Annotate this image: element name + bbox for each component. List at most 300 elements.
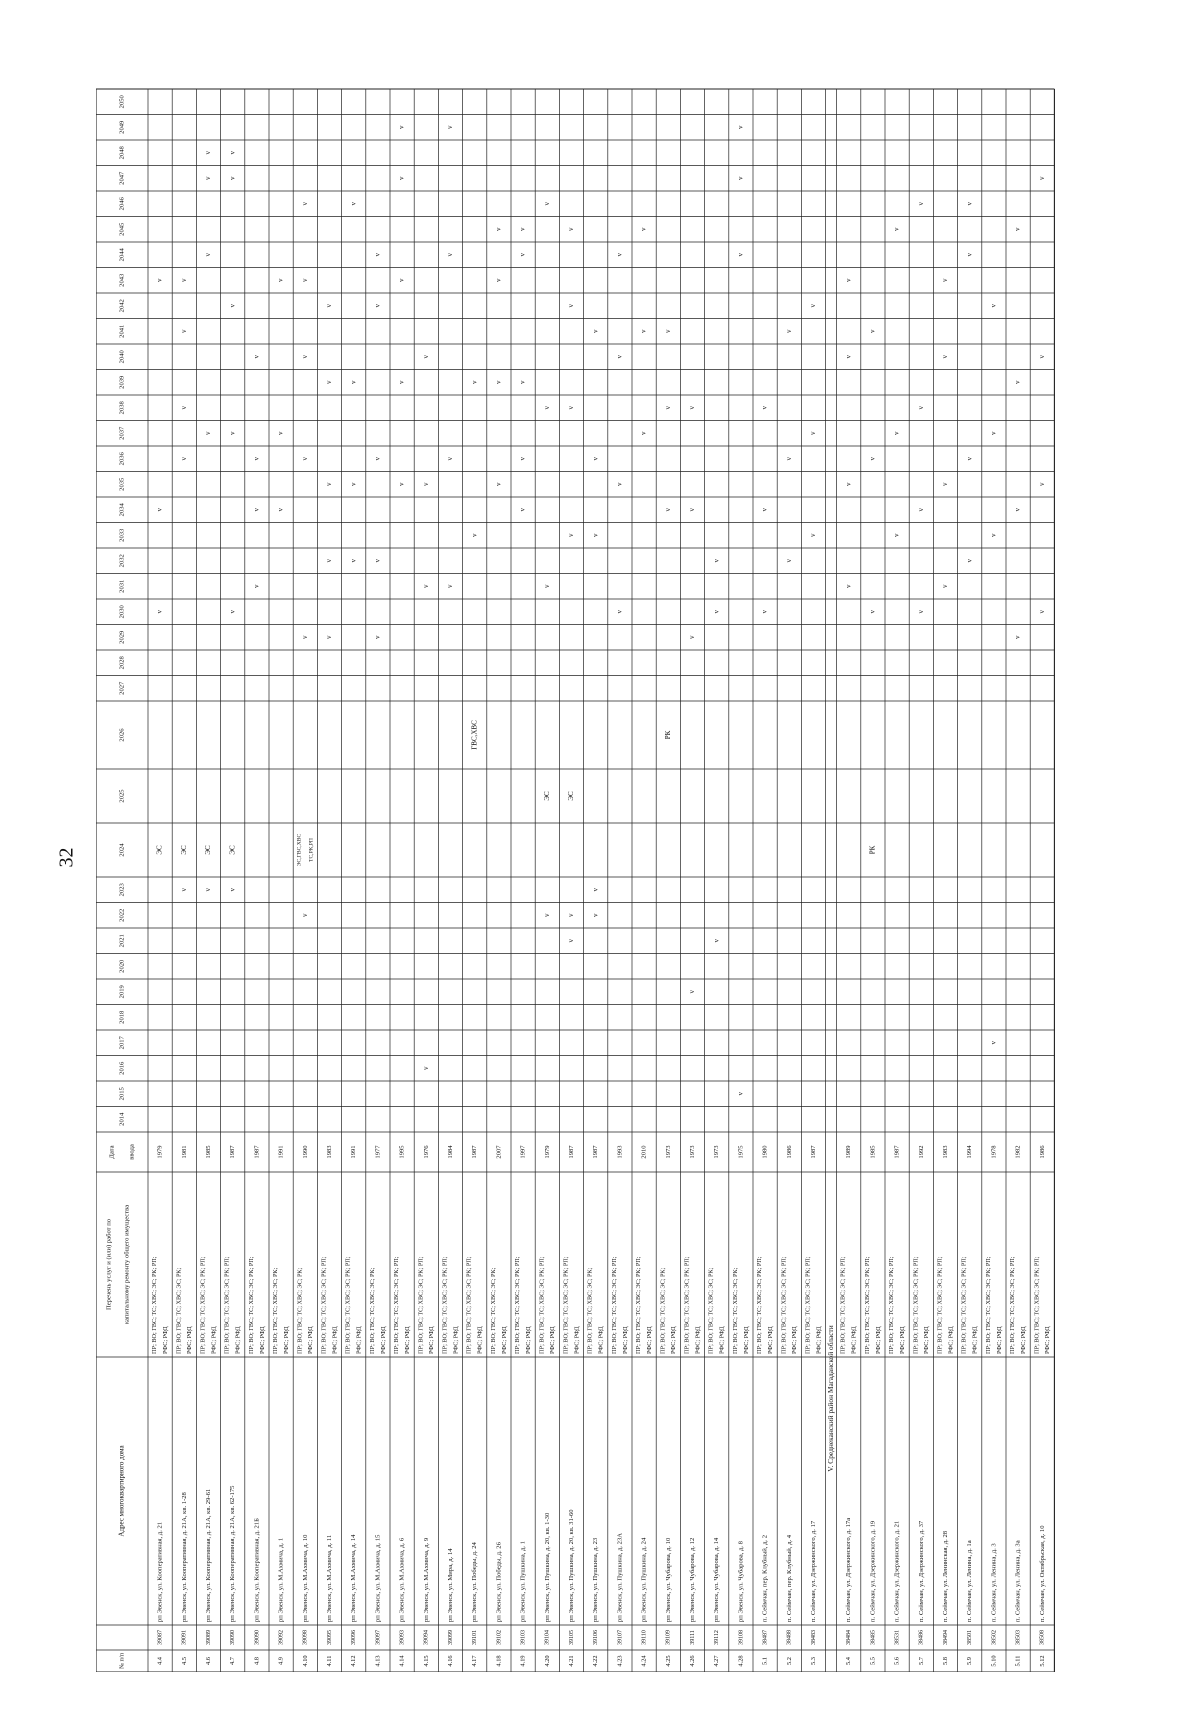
- row-services: ПР; ВО; ГВС; ТС; ХВС; ЭС; РК; РП;: [683, 1256, 691, 1354]
- row-mark: v: [736, 1092, 745, 1096]
- row-year: 1997: [519, 1145, 527, 1159]
- row-code: 39095: [326, 1630, 333, 1645]
- row-mark: v: [349, 559, 358, 563]
- row-services: ПР; ВО; ГВС; ТС; ХВС; ЭС; РК; РП;: [320, 1256, 328, 1354]
- row-year: 1984: [447, 1145, 455, 1159]
- row-services: ПР; ВО; ГВС; ТС; ХВС; ЭС; РК; РП;: [984, 1256, 992, 1354]
- row-address: рп Эвенск, ул. Пушкина, д. 24: [640, 1537, 648, 1622]
- row-num: 5.10: [990, 1655, 998, 1667]
- row-address: рп Эвенск, ул. Мира, д. 14: [447, 1548, 455, 1622]
- row-mark: v: [965, 457, 974, 461]
- row-address: рп Эвенск, ул. М.Ахмича, д. 10: [301, 1534, 309, 1622]
- row-mark: v: [916, 610, 925, 614]
- row-code: 39099: [447, 1630, 454, 1645]
- row-services: ПР; ВО; ГВС; ТС; ХВС; ЭС; РК; РП;: [610, 1256, 618, 1354]
- row-mark: v: [712, 939, 721, 943]
- row-mark: v: [844, 584, 853, 588]
- header-year-2049: 2049: [118, 120, 126, 134]
- row-services: РФС; РФД: [1019, 1326, 1027, 1354]
- row-work-cell: РК: [868, 845, 877, 855]
- row-mark: v: [989, 1041, 998, 1045]
- row-mark: v: [916, 202, 925, 206]
- row-services: ПР; ВО; ГВС; ТС; ХВС; ЭС; РК; РП;: [936, 1256, 944, 1354]
- header-year-2016: 2016: [118, 1061, 126, 1075]
- row-services: ПР; ВО; ГВС; ТС; ХВС; ЭС; РК;: [296, 1267, 304, 1354]
- row-year: 1980: [761, 1145, 769, 1159]
- row-mark: v: [276, 431, 285, 435]
- row-mark: v: [155, 278, 164, 282]
- row-year: 1986: [785, 1145, 793, 1159]
- row-address: рп Эвенск, ул. М.Ахмича, д. 6: [398, 1537, 406, 1622]
- row-mark: v: [639, 431, 648, 435]
- row-services: ПР; ВО; ГВС; ТС; ХВС; ЭС; РК; РП;: [756, 1256, 764, 1354]
- row-services: ПР; ВО; ГВС; ТС; ХВС; ЭС; РК; РП;: [888, 1256, 896, 1354]
- row-mark: v: [760, 508, 769, 512]
- row-mark: v: [325, 559, 334, 563]
- row-mark: v: [325, 304, 334, 308]
- row-mark: v: [591, 457, 600, 461]
- row-code: 39092: [278, 1630, 285, 1645]
- row-mark: v: [228, 610, 237, 614]
- row-mark: v: [615, 482, 624, 486]
- row-mark: v: [1013, 227, 1022, 231]
- row-address: рп Эвенск, ул. Кооперативная, д. 21: [156, 1521, 164, 1622]
- row-year: 1985: [205, 1145, 213, 1159]
- row-year: 1987: [229, 1145, 237, 1159]
- row-mark: v: [965, 202, 974, 206]
- row-work-cell: РК: [663, 730, 672, 740]
- row-mark: v: [373, 635, 382, 639]
- header-year-2045: 2045: [118, 222, 126, 236]
- row-work-cell: ЭС: [204, 845, 213, 855]
- row-code: 38488: [786, 1630, 793, 1645]
- header-services: Перечень услуг и (или) работ по: [105, 1218, 113, 1311]
- row-services: ПР; ВО; ГВС; ТС; ХВС; ЭС; РК;: [175, 1267, 183, 1354]
- row-address: п. Сеймчан, ул. Октябрьская, д. 10: [1038, 1525, 1046, 1622]
- row-code: 38494: [942, 1630, 949, 1645]
- row-mark: v: [989, 304, 998, 308]
- row-year: 1993: [616, 1145, 624, 1159]
- header-year-2022: 2022: [118, 908, 126, 922]
- row-num: 4.13: [374, 1655, 382, 1667]
- row-address: рп Эвенск, ул. Чубарова, д. 8: [737, 1541, 745, 1622]
- row-code: 39111: [689, 1630, 696, 1645]
- row-address: п. Сеймчан, ул. Дзержинского, д. 37: [917, 1520, 925, 1622]
- row-address: рп Эвенск, ул. Пушкина, д. 1: [519, 1541, 527, 1622]
- row-services: РФС; РФД: [500, 1326, 508, 1354]
- row-mark: v: [179, 888, 188, 892]
- row-mark: v: [446, 253, 455, 257]
- row-address: п. Сеймчан, ул. Дзержинского, д. 21: [893, 1520, 901, 1622]
- row-num: 4.20: [543, 1655, 551, 1667]
- row-year: 1987: [592, 1145, 600, 1159]
- row-num: 5.3: [809, 1657, 817, 1665]
- row-mark: v: [204, 253, 213, 257]
- row-mark: v: [1013, 508, 1022, 512]
- row-services: РФС; РФД: [161, 1326, 169, 1354]
- header-year-2035: 2035: [118, 477, 126, 491]
- row-services: РФС; РФД: [379, 1326, 387, 1354]
- row-mark: v: [228, 304, 237, 308]
- row-code: 39107: [617, 1630, 624, 1645]
- row-num: 4.24: [640, 1655, 648, 1667]
- row-code: 39112: [714, 1630, 721, 1645]
- row-mark: v: [397, 278, 406, 282]
- row-mark: v: [688, 508, 697, 512]
- row-num: 4.15: [422, 1655, 430, 1667]
- row-address: рп Эвенск, ул. М.Ахмича, д. 15: [374, 1534, 382, 1622]
- row-mark: v: [179, 457, 188, 461]
- row-mark: v: [784, 329, 793, 333]
- row-year: 1973: [713, 1145, 721, 1159]
- row-num: 4.9: [277, 1657, 285, 1665]
- row-services: РФС; РФД: [742, 1326, 750, 1354]
- row-address: п. Сеймчан, ул. Дзержинского, д. 19: [869, 1520, 877, 1622]
- row-num: 4.27: [713, 1655, 721, 1667]
- row-address: п. Сеймчан, пер. Клубный, д. 2: [761, 1534, 769, 1622]
- row-mark: v: [916, 508, 925, 512]
- header-year-2015: 2015: [118, 1087, 126, 1101]
- header-year-2038: 2038: [118, 401, 126, 415]
- header-year-2036: 2036: [118, 452, 126, 466]
- row-mark: v: [518, 227, 527, 231]
- row-mark: v: [179, 278, 188, 282]
- row-services: ПР; ВО; ГВС; ТС; ХВС; ЭС; РК;: [731, 1267, 739, 1354]
- row-mark: v: [688, 990, 697, 994]
- row-mark: v: [228, 151, 237, 155]
- row-num: 4.18: [495, 1655, 503, 1667]
- row-mark: v: [809, 533, 818, 537]
- row-mark: v: [204, 431, 213, 435]
- row-services: РФС; РФД: [597, 1326, 605, 1354]
- row-mark: v: [373, 457, 382, 461]
- row-services: РФС; РФД: [766, 1326, 774, 1354]
- header-year-2019: 2019: [118, 985, 126, 999]
- row-code: 38501: [967, 1630, 974, 1645]
- row-mark: v: [941, 482, 950, 486]
- row-year: 1986: [1038, 1145, 1046, 1159]
- row-work-cell: ЭС: [155, 845, 164, 855]
- row-work-cell: ЭС,ГВС,ХВС: [296, 833, 303, 867]
- row-mark: v: [1013, 380, 1022, 384]
- row-num: 4.8: [253, 1657, 261, 1665]
- row-mark: v: [252, 457, 261, 461]
- row-services: ПР; ВО; ГВС; ТС; ХВС; ЭС; РК; РП;: [635, 1256, 643, 1354]
- row-mark: v: [1037, 176, 1046, 180]
- row-year: 1994: [966, 1145, 974, 1159]
- header-year-2017: 2017: [118, 1036, 126, 1050]
- row-mark: v: [868, 457, 877, 461]
- header-year-2027: 2027: [118, 681, 126, 695]
- row-year: 1982: [1014, 1145, 1022, 1159]
- header-year-2043: 2043: [118, 273, 126, 287]
- row-mark: v: [567, 406, 576, 410]
- header-year-2018: 2018: [118, 1010, 126, 1024]
- header-year-2048: 2048: [118, 146, 126, 160]
- row-mark: v: [494, 227, 503, 231]
- row-mark: v: [989, 533, 998, 537]
- row-services: РФС; РФД: [428, 1326, 436, 1354]
- row-mark: v: [712, 610, 721, 614]
- row-mark: v: [784, 457, 793, 461]
- capital-repair-table: [96, 48, 1142, 1672]
- row-services: РФС; РФД: [452, 1326, 460, 1354]
- row-mark: v: [494, 278, 503, 282]
- row-services: РФС; РФД: [971, 1326, 979, 1354]
- row-year: 1992: [917, 1145, 925, 1159]
- row-services: ПР; ВО; ГВС; ТС; ХВС; ЭС; РК; РП;: [247, 1256, 255, 1354]
- row-mark: v: [373, 304, 382, 308]
- row-address: рп Эвенск, ул. Победы, д. 24: [471, 1542, 479, 1622]
- row-mark: v: [494, 380, 503, 384]
- row-num: 5.7: [917, 1657, 925, 1665]
- row-year: 1978: [990, 1145, 998, 1159]
- row-mark: v: [639, 329, 648, 333]
- row-mark: v: [494, 482, 503, 486]
- row-num: 4.25: [664, 1655, 672, 1667]
- row-address: рп Эвенск, ул. Кооперативная, д. 21А, кв. 62-175: [229, 1485, 237, 1622]
- row-mark: v: [276, 508, 285, 512]
- row-address: п. Сеймчан, ул. Ленинская, д. 28: [942, 1530, 950, 1622]
- row-code: 39096: [351, 1630, 358, 1645]
- row-services: ПР; ВО; ГВС; ТС; ХВС; ЭС; РК; РП;: [199, 1256, 207, 1354]
- row-mark: v: [941, 584, 950, 588]
- row-code: 38531: [894, 1630, 901, 1645]
- row-mark: v: [300, 278, 309, 282]
- row-services: РФС; РФД: [355, 1326, 363, 1354]
- row-mark: v: [300, 457, 309, 461]
- row-work-cell: ЭС: [567, 791, 576, 801]
- row-year: 1989: [845, 1145, 853, 1159]
- row-work-cell: ГВС,ХВС: [470, 720, 479, 750]
- row-mark: v: [567, 304, 576, 308]
- row-num: 5.11: [1014, 1655, 1022, 1667]
- row-mark: v: [518, 380, 527, 384]
- row-code: 38484: [846, 1630, 853, 1645]
- header-year-2026: 2026: [118, 728, 126, 742]
- row-mark: v: [325, 635, 334, 639]
- row-year: 1975: [737, 1145, 745, 1159]
- row-code: 38486: [918, 1630, 925, 1645]
- row-mark: v: [397, 482, 406, 486]
- row-mark: v: [892, 227, 901, 231]
- row-services: ПР; ВО; ГВС; ТС; ХВС; ЭС; РК; РП;: [538, 1256, 546, 1354]
- row-services: РФС; РФД: [549, 1326, 557, 1354]
- row-mark: v: [373, 559, 382, 563]
- row-mark: v: [349, 202, 358, 206]
- row-services: РФС; РФД: [645, 1326, 653, 1354]
- row-services: РФС; РФД: [331, 1326, 339, 1354]
- row-mark: v: [663, 508, 672, 512]
- row-mark: v: [300, 635, 309, 639]
- row-mark: v: [591, 329, 600, 333]
- header-year-2029: 2029: [118, 630, 126, 644]
- row-services: ПР; ВО; ГВС; ТС; ХВС; ЭС; РК;: [272, 1267, 280, 1354]
- row-mark: v: [736, 253, 745, 257]
- row-mark: v: [276, 278, 285, 282]
- row-num: 4.22: [592, 1655, 600, 1667]
- row-address: рп Эвенск, ул. М.Ахмича, д. 1: [277, 1537, 285, 1622]
- row-address: рп Эвенск, ул. М.Ахмича, д. 11: [326, 1534, 334, 1622]
- header-year-2039: 2039: [118, 375, 126, 389]
- row-address: рп Эвенск, ул. Чубарова, д. 12: [689, 1537, 697, 1622]
- row-mark: v: [349, 482, 358, 486]
- row-services: РФС; РФД: [995, 1326, 1003, 1354]
- row-mark: v: [591, 913, 600, 917]
- row-mark: v: [325, 482, 334, 486]
- header-year-2047: 2047: [118, 171, 126, 185]
- row-mark: v: [868, 610, 877, 614]
- row-mark: v: [844, 278, 853, 282]
- row-services: ПР; ВО; ГВС; ТС; ХВС; ЭС; РК; РП;: [514, 1256, 522, 1354]
- row-mark: v: [518, 457, 527, 461]
- row-mark: v: [518, 253, 527, 257]
- row-services: ПР; ВО; ГВС; ТС; ХВС; ЭС; РК; РП;: [465, 1256, 473, 1354]
- section-title: V. Среднеканский район Магаданской области: [825, 1325, 835, 1472]
- row-code: 39090: [230, 1630, 237, 1645]
- row-code: 39091: [181, 1630, 188, 1645]
- row-num: 5.12: [1038, 1655, 1046, 1667]
- row-mark: v: [1013, 635, 1022, 639]
- row-services: ПР; ВО; ГВС; ТС; ХВС; ЭС; РК; РП;: [344, 1256, 352, 1354]
- row-address: рп Эвенск, ул. Чубарова, д. 10: [664, 1537, 672, 1622]
- row-services: РФС; РФД: [874, 1326, 882, 1354]
- row-mark: v: [663, 329, 672, 333]
- row-mark: v: [446, 125, 455, 129]
- row-num: 4.12: [350, 1655, 358, 1667]
- row-services: РФС; РФД: [524, 1326, 532, 1354]
- row-mark: v: [736, 176, 745, 180]
- row-year: 1987: [568, 1145, 576, 1159]
- row-mark: v: [760, 406, 769, 410]
- row-mark: v: [446, 584, 455, 588]
- row-code: 39106: [593, 1630, 600, 1645]
- row-services: ПР; ВО; ГВС; ТС; ХВС; ЭС; РК;: [489, 1267, 497, 1354]
- row-mark: v: [179, 406, 188, 410]
- row-code: 39109: [665, 1630, 672, 1645]
- header-no: № п/п: [118, 1653, 126, 1669]
- row-num: 4.10: [301, 1655, 309, 1667]
- header-year-2037: 2037: [118, 426, 126, 440]
- row-mark: v: [1037, 610, 1046, 614]
- header-year-2023: 2023: [118, 883, 126, 897]
- row-code: 39098: [302, 1630, 309, 1645]
- row-num: 4.7: [229, 1657, 237, 1665]
- header-year-2044: 2044: [118, 248, 126, 262]
- row-address: рп Эвенск, ул. Кооперативная, д. 21А, кв. 1-28: [180, 1492, 188, 1622]
- row-mark: v: [567, 939, 576, 943]
- row-num: 5.8: [941, 1657, 949, 1665]
- row-mark: v: [591, 888, 600, 892]
- row-num: 4.16: [446, 1655, 454, 1667]
- row-year: 1983: [326, 1145, 334, 1159]
- row-num: 4.4: [156, 1657, 164, 1665]
- row-code: 39105: [568, 1630, 575, 1645]
- row-address: рп Эвенск, ул. Победы, д. 26: [495, 1542, 503, 1622]
- row-mark: v: [615, 610, 624, 614]
- row-year: 1973: [664, 1145, 672, 1159]
- row-mark: v: [300, 202, 309, 206]
- row-mark: v: [892, 533, 901, 537]
- row-mark: v: [446, 457, 455, 461]
- row-address: п. Сеймчан, ул. Ленина, д. 1а: [966, 1540, 974, 1622]
- row-year: 1983: [942, 1145, 950, 1159]
- row-mark: v: [712, 559, 721, 563]
- row-services: РФС; РФД: [621, 1326, 629, 1354]
- row-services: РФС; РФД: [923, 1326, 931, 1354]
- row-mark: v: [965, 253, 974, 257]
- header-year-2050: 2050: [118, 95, 126, 109]
- row-mark: v: [518, 508, 527, 512]
- row-address: п. Сеймчан, ул. Дзержинского, д. 17а: [845, 1517, 853, 1622]
- row-year: 2010: [640, 1145, 648, 1159]
- row-num: 4.19: [519, 1655, 527, 1667]
- row-mark: v: [844, 482, 853, 486]
- row-services: ПР; ВО; ГВС; ТС; ХВС; ЭС; РК;: [707, 1267, 715, 1354]
- row-services: РФС; РФД: [1044, 1326, 1052, 1354]
- row-address: п. Сеймчан, ул. Дзержинского, д. 17: [810, 1520, 818, 1622]
- row-num: 4.28: [737, 1655, 745, 1667]
- row-year: 1995: [398, 1145, 406, 1159]
- row-services: ПР; ВО; ГВС; ТС; ХВС; ЭС; РК; РП;: [151, 1256, 159, 1354]
- row-services: ПР; ВО; ГВС; ТС; ХВС; ЭС; РК;: [659, 1267, 667, 1354]
- row-num: 4.17: [471, 1655, 479, 1667]
- row-year: 1985: [869, 1145, 877, 1159]
- row-mark: v: [421, 355, 430, 359]
- row-mark: v: [300, 913, 309, 917]
- row-services: ПР; ВО; ГВС; ТС; ХВС; ЭС; РК; РП;: [223, 1256, 231, 1354]
- row-code: 38487: [762, 1630, 769, 1645]
- row-address: рп Эвенск, ул. Пушкина, д. 20, кв. 31-60: [568, 1509, 576, 1622]
- row-mark: v: [892, 431, 901, 435]
- header-year-2034: 2034: [118, 503, 126, 517]
- row-code: 38483: [810, 1630, 817, 1645]
- row-mark: v: [204, 151, 213, 155]
- row-mark: v: [736, 125, 745, 129]
- row-address: рп Эвенск, ул. Пушкина, д. 23А: [616, 1532, 624, 1622]
- header-year-2031: 2031: [118, 579, 126, 593]
- row-num: 5.1: [761, 1657, 769, 1665]
- row-year: 1990: [301, 1145, 309, 1159]
- row-num: 4.26: [688, 1655, 696, 1667]
- row-year: 1979: [543, 1145, 551, 1159]
- row-year: 1987: [893, 1145, 901, 1159]
- row-mark: v: [809, 431, 818, 435]
- header-year-2024: 2024: [118, 843, 126, 857]
- row-year: 1973: [689, 1145, 697, 1159]
- row-code: 39094: [423, 1630, 430, 1645]
- row-services: ПР; ВО; ГВС; ТС; ХВС; ЭС; РК; РП;: [912, 1256, 920, 1354]
- row-mark: v: [784, 559, 793, 563]
- row-year: 1987: [253, 1145, 261, 1159]
- row-code: 39089: [205, 1630, 212, 1645]
- row-services: ПР; ВО; ГВС; ТС; ХВС; ЭС; РК; РП;: [839, 1256, 847, 1354]
- row-services: РФС; РФД: [282, 1326, 290, 1354]
- row-address: рп Эвенск, ул. Пушкина, д. 23: [592, 1537, 600, 1622]
- row-num: 4.21: [567, 1655, 575, 1667]
- row-services: ПР; ВО; ГВС; ТС; ХВС; ЭС; РК; РП;: [780, 1256, 788, 1354]
- row-mark: v: [989, 431, 998, 435]
- row-num: 5.4: [845, 1657, 853, 1665]
- row-mark: v: [542, 913, 551, 917]
- row-work-cell: ТС,РК,РП: [308, 838, 315, 862]
- row-year: 1987: [471, 1145, 479, 1159]
- header-year-2020: 2020: [118, 959, 126, 973]
- row-mark: v: [965, 559, 974, 563]
- row-services: ПР; ВО; ГВС; ТС; ХВС; ЭС; РК;: [368, 1267, 376, 1354]
- row-mark: v: [1037, 355, 1046, 359]
- row-mark: v: [591, 533, 600, 537]
